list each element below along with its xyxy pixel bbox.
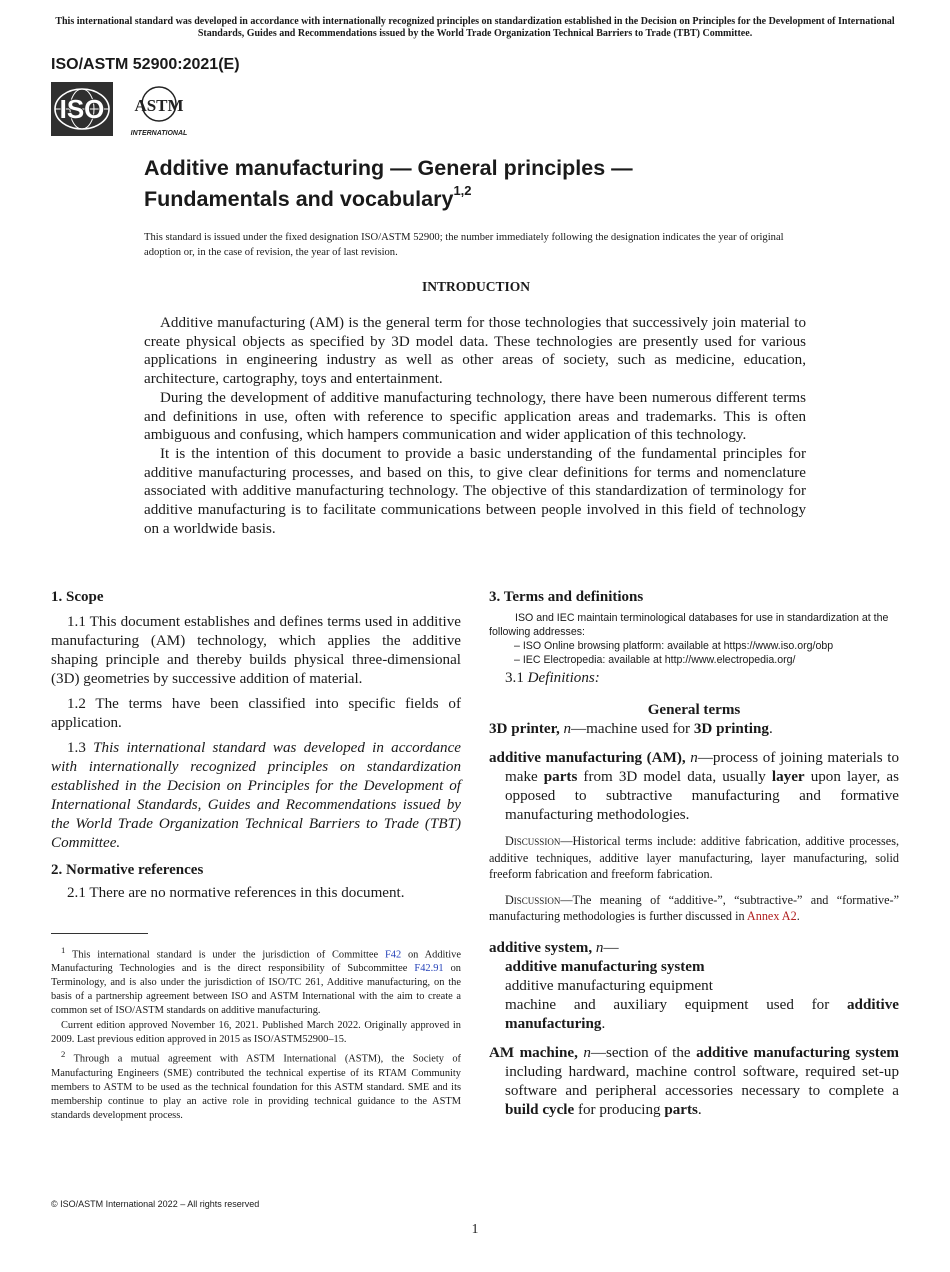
intro-paragraph-2: During the development of additive manufacturing technology, there have been numerous different terms and definitions in use, often with reference to specific application areas and trademarks. This is often ambiguous and confusing, which hampers communication and wider application of this technology.: [144, 389, 806, 444]
normative-heading: 2. Normative references: [51, 862, 204, 878]
term-additive-system-end: .: [601, 1015, 606, 1032]
term-layer-ref: layer: [771, 769, 805, 785]
discussion-historical-terms: [489, 833, 899, 883]
term-3d-printer-name: 3D printer,: [489, 721, 560, 737]
document-title: [144, 155, 844, 212]
iso-logo-text: ISO: [59, 94, 105, 124]
footnote-1-number: 1: [61, 945, 66, 955]
scope-1-2: 1.2 The terms have been classified into specific fields of application.: [51, 696, 461, 731]
standard-designation: ISO/ASTM 52900:2021(E): [51, 56, 240, 73]
astm-logo: [128, 80, 190, 138]
discussion-label-1: Discussion: [505, 834, 561, 848]
normative-2-1: 2.1 There are no normative references in this document.: [67, 885, 405, 901]
term-additive-system-pos: n: [595, 939, 604, 956]
iso-obp-reference: – ISO Online browsing platform: available at https://www.iso.org/obp: [514, 640, 834, 652]
iso-logo: [51, 82, 113, 136]
term-additive-system-dash: —: [603, 939, 619, 956]
footnote-2: [51, 1047, 461, 1122]
footnotes: [51, 943, 461, 1123]
term-parts-ref: parts: [543, 769, 578, 785]
introduction-heading: INTRODUCTION: [421, 279, 530, 294]
term-am-machine-def-a: —section of the: [590, 1044, 691, 1061]
term-am-machine-name: AM machine,: [489, 1044, 578, 1061]
tbt-notice: This international standard was developed in accordance with internationally recognized principles on standardization established in the Decision on Principles for the Development of International Standards, Guides and Recommendations issued by the World Trade Organization Technical Barriers to Trade (TBT) Committee.: [55, 16, 895, 39]
term-am-name: additive manufacturing (AM),: [489, 750, 686, 766]
term-3d-printer-end: .: [768, 721, 773, 737]
term-am-machine: [489, 1044, 899, 1120]
footnote-1-text-b: on Additive Manufacturing Technologies and is the direct responsibility of Subcommittee: [51, 949, 461, 975]
term-3d-printer-def: —machine used for: [571, 721, 691, 737]
footnote-divider: [51, 933, 148, 934]
issuance-note: This standard is issued under the fixed designation ISO/ASTM 52900; the number immediately following the designation indicates the year of original adoption or, in the case of revision, the year of last revision.: [144, 232, 784, 258]
term-am-system-ref: additive manufacturing system: [696, 1044, 899, 1061]
left-column: [51, 588, 461, 903]
general-terms-heading: General terms: [647, 702, 741, 718]
title-footnote-marks: 1,2: [453, 183, 472, 198]
page-number: 1: [471, 1221, 479, 1236]
term-am-pos: n: [690, 750, 698, 766]
terminology-databases-intro: ISO and IEC maintain terminological databases for use in standardization at the following addresses:: [489, 612, 889, 638]
footnote-1: [51, 943, 461, 1018]
discussion-methodologies: [489, 892, 899, 925]
scope-1-3-number: 1.3: [67, 740, 86, 756]
footnote-2-text: Through a mutual agreement with ASTM International (ASTM), the Society of Manufacturing Engineers (SME) contributed the technical expertise of its RTAM Community members to ASTM to be used as the technical foundation for this ASTM standard. SME and its membership continue to play an active role in providing technical guidance to the ASTM standards development process.: [51, 1053, 461, 1121]
intro-paragraph-3: It is the intention of this document to provide a basic understanding of the fundamental principles for additive manufacturing processes, and based on this, to give clear definitions for terms and nomenclature associated with additive manufacturing technology. The objective of this standardization of terminology for additive manufacturing is to facilitate communications between people involved in this field of technology on a worldwide basis.: [144, 445, 806, 537]
term-3d-printer: [489, 720, 899, 739]
astm-logo-subtext: INTERNATIONAL: [130, 130, 188, 137]
annex-a2-link[interactable]: Annex A2: [746, 909, 797, 923]
discussion-2-end: .: [796, 909, 800, 923]
term-additive-system-synonym-1: additive manufacturing system: [505, 958, 705, 975]
term-am-def-c: upon layer, as opposed to subtractive manufacturing and formative manufacturing methodologies.: [505, 769, 899, 823]
scope-1-1: 1.1 This document establishes and defines terms used in additive manufacturing (AM) technology, which applies the additive shaping principle and thereby builds physical three-dimensional (3D) geometries by successive addition of material.: [51, 614, 461, 687]
term-3d-printer-pos: n: [563, 721, 572, 737]
subcommittee-f42-91-link[interactable]: F42.91: [414, 963, 444, 975]
intro-paragraph-1: Additive manufacturing (AM) is the general term for those technologies that successively join material to create physical objects as specified by 3D model data. These technologies are presently used for various applications in engineering industry as well as other areas of society, such as medicine, education, architecture, cartography, toys and entertainment.: [144, 315, 806, 388]
footnote-1-text-c: on Terminology, and is also under the jurisdiction of ISO/TC 261, Additive manufacturing, on the basis of a partnership agreement between ISO and ASTM International with the aim to create a common set of ISO/ASTM standards on additive manufacturing.: [51, 963, 461, 1017]
introduction-body: [144, 314, 806, 538]
term-build-cycle-ref: build cycle: [505, 1101, 575, 1118]
term-am-def-a: —process of joining materials to make: [505, 750, 900, 785]
astm-logo-text: ASTM: [134, 96, 184, 115]
term-additive-system-name: additive system,: [489, 939, 593, 956]
term-additive-system-ref: additive manufacturing: [505, 996, 899, 1032]
term-am-def-b: from 3D model data, usually: [583, 769, 766, 785]
footnote-1-text-a: This international standard is under the jurisdiction of Committee: [71, 949, 379, 961]
copyright-notice: © ISO/ASTM International 2022 – All rights reserved: [51, 1199, 260, 1209]
discussion-2-text: —The meaning of “additive-”, “subtractive-” and “formative-” manufacturing methodologies is further discussed in: [489, 892, 899, 923]
term-am-machine-end: .: [697, 1101, 702, 1118]
term-additive-system: [489, 939, 899, 1034]
terms-heading: 3. Terms and definitions: [489, 589, 644, 605]
term-additive-system-synonym-2: additive manufacturing equipment: [505, 977, 713, 994]
committee-f42-link[interactable]: F42: [384, 949, 402, 961]
iec-electropedia-reference: – IEC Electropedia: available at http://www.electropedia.org/: [514, 654, 796, 666]
term-am-machine-pos: n: [583, 1044, 591, 1061]
scope-1-3-text: This international standard was developed in accordance with internationally recognized principles on standardization established in the Decision on Principles for the Development of International Standards, Guides and Recommendations issued by the World Trade Organization Technical Barriers to Trade (TBT) Committee.: [51, 740, 461, 851]
definitions-label: [489, 669, 899, 688]
title-line-2: Fundamentals and vocabulary: [144, 187, 454, 212]
term-am-machine-def-b: including hardward, machine control software, required set-up software and peripheral accessories necessary to complete a: [505, 1063, 899, 1099]
title-line-1: Additive manufacturing — General principles —: [144, 156, 633, 180]
term-am-machine-def-c: for producing: [577, 1101, 661, 1118]
discussion-label-2: Discussion: [505, 892, 561, 907]
right-column: [489, 588, 899, 1120]
term-additive-manufacturing: [489, 749, 899, 825]
discussion-1-text: —Historical terms include: additive fabrication, additive processes, additive techniques, additive layer manufacturing, layer manufacturing, solid freeform fabrication and freeform fabrication.: [489, 834, 899, 881]
edition-note: Current edition approved November 16, 2021. Published March 2022. Originally approved in 2009. Last previous edition approved in 2015 as ISO/ASTM52900–15.: [51, 1020, 461, 1046]
definitions-number: 3.1: [505, 670, 524, 686]
term-3d-printing-ref: 3D printing: [693, 721, 769, 737]
term-am-machine-parts-ref: parts: [664, 1101, 698, 1118]
footnote-2-number: 2: [61, 1049, 66, 1060]
definitions-text: Definitions:: [527, 670, 600, 686]
scope-heading: 1. Scope: [51, 589, 104, 605]
term-additive-system-def: machine and auxiliary equipment used for: [505, 996, 830, 1013]
scope-1-3: [51, 739, 461, 853]
